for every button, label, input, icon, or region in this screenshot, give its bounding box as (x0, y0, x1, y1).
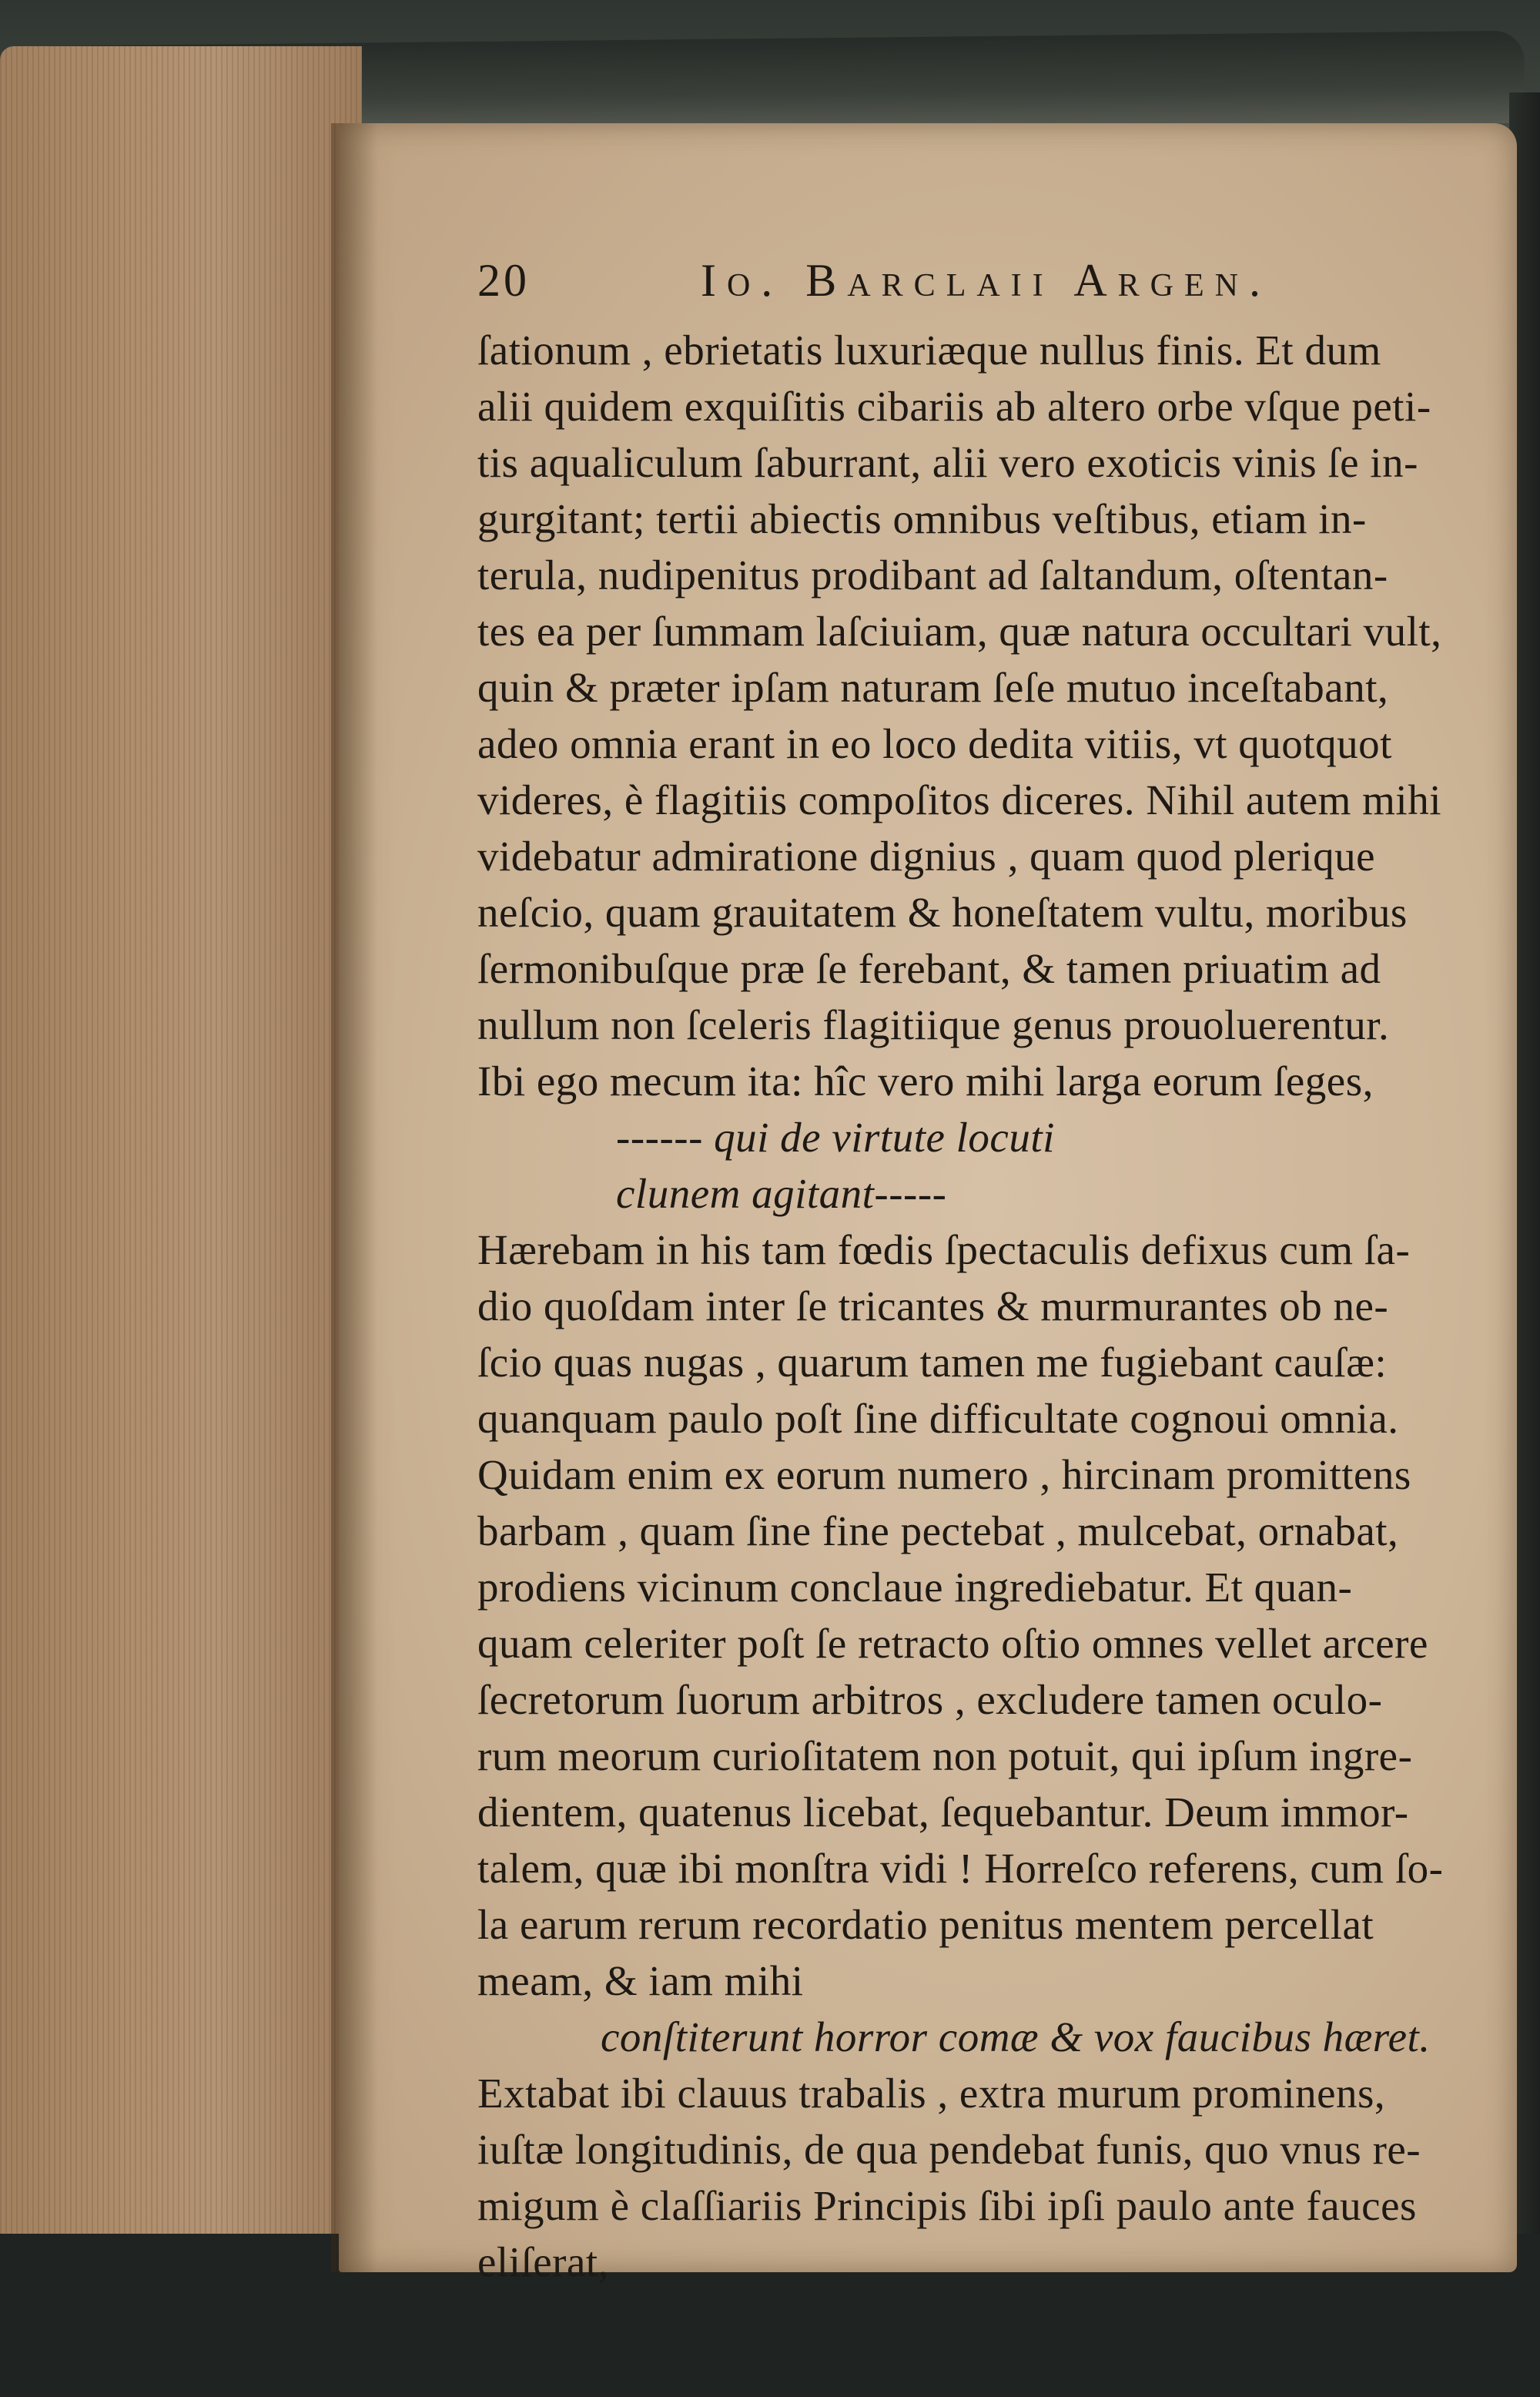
text-line: terula, nudipenitus prodibant ad ſaltandum, oſtentan- (477, 551, 1388, 598)
text-line: dio quoſdam inter ſe tricantes & murmurantes ob ne- (477, 1282, 1389, 1329)
text-line: talem, quæ ibi monſtra vidi ! Horreſco referens, cum ſo- (477, 1845, 1444, 1892)
text-line: ſermonibuſque præ ſe ferebant, & tamen priuatim ad (477, 945, 1381, 992)
text-line: gurgitant; tertii abiectis omnibus veſtibus, etiam in- (477, 495, 1367, 542)
text-line: videres, è flagitiis compoſitos diceres. Nihil autem mihi (477, 776, 1441, 823)
text-line: Ibi ego mecum ita: hîc vero mihi larga eorum ſeges, (477, 1058, 1374, 1105)
book-fore-edge (0, 46, 362, 2280)
text-line: tes ea per ſummam laſciuiam, quæ natura occultari vult, (477, 608, 1442, 655)
text-line: videbatur admiratione dignius , quam quod plerique (477, 833, 1375, 880)
text-line: quam celeriter poſt ſe retracto oſtio omnes vellet arcere (477, 1620, 1428, 1667)
running-head: Io. Barclaii Argen. (701, 255, 1271, 306)
text-line: barbam , quam ſine fine pectebat , mulcebat, ornabat, (477, 1507, 1399, 1554)
spine-shadow (331, 123, 377, 2272)
text-line: migum è claſſiariis Principis ſibi ipſi paulo ante fauces (477, 2182, 1417, 2229)
text-line: alii quidem exquiſitis cibariis ab altero orbe vſque peti- (477, 383, 1431, 430)
text-line: eliſerat, (477, 2238, 609, 2285)
text-line: Extabat ibi clauus trabalis , extra murum prominens, (477, 2070, 1386, 2117)
quote-line: ------ qui de virtute locuti (616, 1114, 1055, 1161)
text-line: nullum non ſceleris flagitiique genus prouoluerentur. (477, 1001, 1390, 1048)
text-line: prodiens vicinum conclaue ingrediebatur. Et quan- (477, 1564, 1353, 1611)
text-line: meam, & iam mihi (477, 1957, 804, 2004)
text-line: tis aqualiculum ſaburrant, alii vero exoticis vinis ſe in- (477, 439, 1418, 486)
text-line: rum meorum curioſitatem non potuit, qui ipſum ingre- (477, 1732, 1413, 1779)
text-line: Hærebam in his tam fœdis ſpectaculis defixus cum ſa- (477, 1226, 1411, 1273)
text-line: ſationum , ebrietatis luxuriæque nullus finis. Et dum (477, 327, 1381, 374)
page-text (477, 254, 1525, 2290)
text-line: ſecretorum ſuorum arbitros , excludere tamen oculo- (477, 1676, 1383, 1723)
verse-line: conſtiterunt horror comæ & vox faucibus hæret. (601, 2013, 1431, 2060)
page-number: 20 (477, 255, 530, 306)
text-line: la earum rerum recordatio penitus mentem percellat (477, 1901, 1374, 1948)
text-line: neſcio, quam grauitatem & honeſtatem vultu, moribus (477, 889, 1408, 936)
text-line: ſcio quas nugas , quarum tamen me fugiebant cauſæ: (477, 1339, 1388, 1386)
text-line: iuſtæ longitudinis, de qua pendebat funis, quo vnus re- (477, 2126, 1421, 2173)
text-line: adeo omnia erant in eo loco dedita vitiis, vt quotquot (477, 720, 1392, 767)
text-line: quin & præter ipſam naturam ſeſe mutuo inceſtabant, (477, 664, 1389, 711)
page-header (477, 254, 1525, 322)
text-line: quanquam paulo poſt ſine difficultate cognoui omnia. (477, 1395, 1399, 1442)
quote-line: clunem agitant----- (616, 1170, 947, 1217)
text-line: Quidam enim ex eorum numero , hircinam promittens (477, 1451, 1411, 1498)
text-line: dientem, quatenus licebat, ſequebantur. Deum immor- (477, 1789, 1409, 1835)
